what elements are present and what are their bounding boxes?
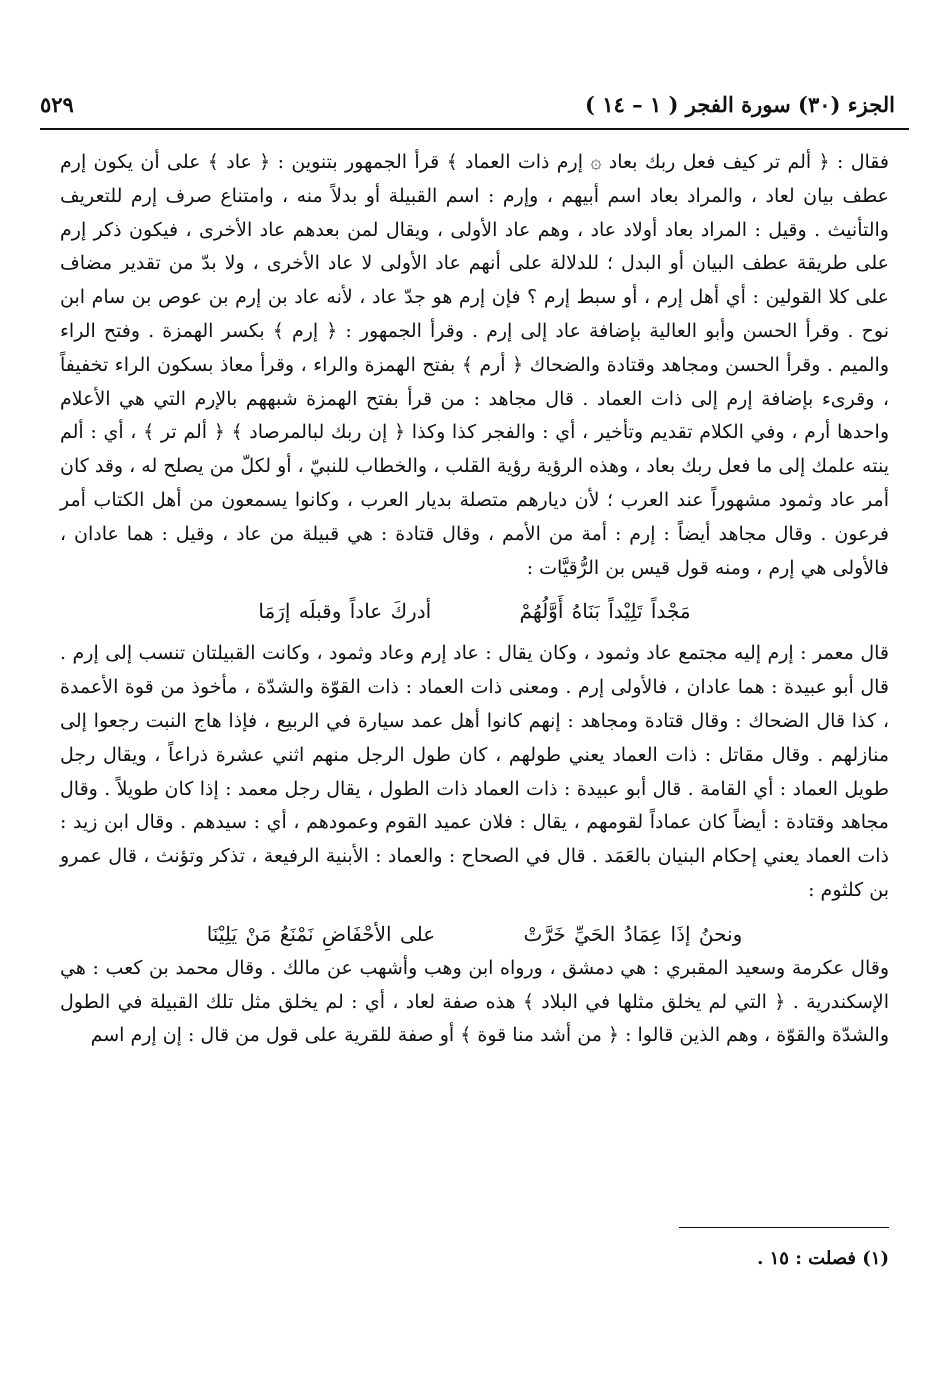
footnote-rule [679,1227,889,1228]
page-number: ٥٢٩ [40,92,74,117]
poem-verse [60,593,889,629]
paragraph: قال معمر : إرم إليه مجتمع عاد وثمود ، وكان يقال : عاد إرم وعاد وثمود ، وكانت القبيلتان تنسب إلى إرم . قال أبو عبيدة : هما عادان ، فالأولى إرم . ومعنى ذات العماد : ذات القوّة والشدّة ، مأخوذ من قوة الأعمدة ، كذا قال الضحاك : وقال قتادة ومجاهد : إنهم كانوا أهل عمد سيارة في الربيع ، فإذا هاج النبت رجعوا إلى منازلهم . وقال مقاتل : ذات العماد يعني طولهم ، كان طول الرجل منهم اثني عشرة ذراعاً ، ويقال رجل طويل العماد : أي القامة . قال أبو عبيدة : ذات العماد ذات الطول ، يقال رجل معمد : إذا كان طويلاً . وقال مجاهد وقتادة : أيضاً كان عماداً لقومهم ، يقال : فلان عميد القوم وعمودهم ، أي : سيدهم . وقال ابن زيد : ذات العماد يعني إحكام البنيان بالعَمَد . قال في الصحاح : والعماد : الأبنية الرفيعة ، تذكر وتؤنث ، قال عمرو بن كلثوم : [60,642,889,901]
paragraph: وقال عكرمة وسعيد المقبري : هي دمشق ، ورواه ابن وهب وأشهب عن مالك . وقال محمد بن كعب : هي الإسكندرية . ﴿ التي لم يخلق مثلها في البلاد ﴾ هذه صفة لعاد ، أي : لم يخلق مثل تلك القبيلة في الطول والشدّة والقوّة ، وهم الذين قالوا : ﴿ من أشد منا قوة ﴾ أو صفة للقرية على قول من قال : إن إرم اسم [60,956,889,1047]
footnote: (١) فصلت : ١٥ . [757,1248,889,1269]
body-text [60,146,889,1053]
verse-hemistich-second: أدركَ عاداً وقبلَه إرَمَا [258,599,432,624]
verse-hemistich-first: مَجْداً تَلِيْداً بَنَاهُ أَوَّلُهُمْ [519,599,691,624]
paragraph: فقال : ﴿ ألم تر كيف فعل ربك بعاد ۞ إرم ذات العماد ﴾ قرأ الجمهور بتنوين : ﴿ عاد ﴾ على أن يكون إرم عطف بيان لعاد ، والمراد بعاد اسم أبيهم ، وإرم : اسم القبيلة أو بدلاً منه ، وامتناع صرف إرم للتعريف والتأنيث . وقيل : المراد بعاد أولاد عاد ، وهم عاد الأولى ، ويقال لمن بعدهم عاد الأخرى ، فيكون ذكر إرم على طريقة عطف البيان أو البدل ؛ للدلالة على أنهم عاد الأولى لا عاد الأخرى ، ولا بدّ من تقدير مضاف على كلا القولين : أي أهل إرم ، أو سبط إرم ؟ فإن إرم هو جدّ عاد ، لأنه عاد بن إرم بن عوص بن سام ابن نوح . وقرأ الحسن وأبو العالية بإضافة عاد إلى إرم . وقرأ الجمهور : ﴿ إرم ﴾ بكسر الهمزة . وفتح الراء والميم . وقرأ الحسن ومجاهد وقتادة والضحاك ﴿ أرم ﴾ بفتح الهمزة والراء ، وقرأ معاذ بسكون الراء تخفيفاً ، وقرىء بإضافة إرم إلى ذات العماد . قال مجاهد : من قرأ بفتح الهمزة شبههم بالإرم التي هي الأعلام واحدها أرم ، وفي الكلام تقديم وتأخير ، أي : والفجر كذا وكذا ﴿ إن ربك لبالمرصاد ﴾ ﴿ ألم تر ﴾ ، أي : ألم ينته علمك إلى ما فعل ربك بعاد ، وهذه الرؤية رؤية القلب ، والخطاب للنبيّ ، أو لكلّ من يصلح له ، وقد كان أمر عاد وثمود مشهوراً عند العرب ؛ لأن ديارهم متصلة بديار العرب ، وكانوا يسمعون من أهل الكتاب أمر فرعون . وقال مجاهد أيضاً : إرم : أمة من الأمم ، وقال قتادة : هي قبيلة من عاد ، وقيل : هما عادان ، فالأولى هي إرم ، ومنه قول قيس بن الرُّقيَّات : [60,151,889,579]
header-title: الجزء (٣٠) سورة الفجر ( ١ – ١٤ ) [585,92,895,117]
verse-hemistich-first: ونحنُ إذَا عِمَادُ الحَيِّ خَرَّتْ [523,921,743,946]
running-header [40,92,909,122]
verse-hemistich-second: على الأحْفَاضِ نَمْنَعُ مَنْ يَلِيْنَا [206,921,436,946]
header-rule [40,128,909,130]
poem-verse [60,916,889,952]
